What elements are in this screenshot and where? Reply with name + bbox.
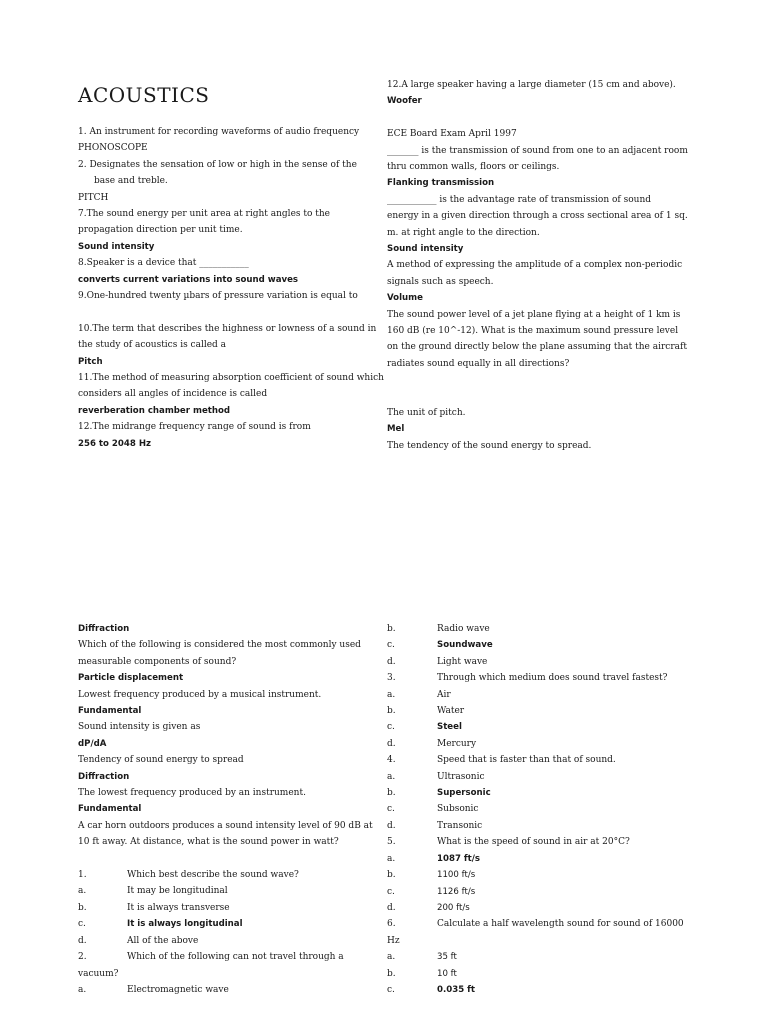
question-line: m. at right angle to the direction. (387, 227, 540, 238)
choice-key: c. (387, 804, 395, 815)
choice-key: b. (387, 788, 396, 799)
question-line: Which of the following is considered the most commonly used (78, 640, 361, 651)
choice-row (387, 703, 697, 719)
answer-line: Mel (387, 424, 405, 435)
choice-row (387, 851, 697, 867)
answer-line: Fundamental (78, 706, 142, 717)
choice-text: Light wave (437, 656, 488, 667)
question-row (387, 916, 697, 932)
choice-key: b. (387, 706, 396, 717)
answer-line: Woofer (387, 96, 422, 107)
answer-line: Volume (387, 293, 423, 304)
choice-key: b. (78, 902, 87, 913)
choice-row (387, 637, 697, 653)
question-line: vacuum? (78, 968, 119, 979)
question-line: 9.One-hundred twenty µbars of pressure variation is equal to (78, 291, 358, 302)
question-number: 3. (387, 673, 396, 684)
answer-line: Pitch (78, 356, 103, 367)
choice-text: All of the above (127, 935, 199, 946)
bottom-right-column (387, 621, 697, 998)
bottom-left-column (78, 621, 378, 998)
top-right-column (387, 77, 687, 454)
choice-row (78, 883, 378, 899)
answer-line: reverberation chamber method (78, 405, 231, 416)
choice-text-correct: 0.035 ft (437, 984, 476, 995)
question-line: signals such as speech. (387, 276, 494, 287)
choice-key: d. (387, 820, 396, 831)
choice-row (387, 982, 697, 998)
choice-row (387, 884, 697, 900)
choice-text: Radio wave (437, 624, 490, 634)
choice-key: a. (78, 886, 87, 897)
question-text: Calculate a half wavelength sound for sound of 16000 (437, 919, 684, 930)
choice-row (387, 966, 697, 982)
question-line: 10.The term that describes the highness or lowness of a sound in (78, 323, 377, 334)
question-line: radiates sound equally in all directions? (387, 358, 570, 369)
choice-row (387, 621, 697, 637)
choice-row (387, 687, 697, 703)
answer-line: PHONOSCOPE (78, 143, 148, 154)
choice-key: c. (78, 919, 86, 930)
answer-line: dP/dA (78, 738, 107, 749)
question-line: propagation direction per unit time. (78, 225, 243, 236)
question-line: 160 dB (re 10^-12). What is the maximum sound pressure level (387, 326, 679, 337)
choice-key: a. (387, 952, 396, 963)
question-row (387, 834, 697, 850)
question-line: 10 ft away. At distance, what is the sound power in watt? (78, 837, 339, 848)
question-line: The tendency of the sound energy to spread. (387, 440, 592, 451)
choice-key: a. (78, 984, 87, 995)
question-line: 2. Designates the sensation of low or high in the sense of the (78, 159, 357, 170)
answer-line: Flanking transmission (387, 178, 495, 189)
question-line: 12.A large speaker having a large diameter (15 cm and above). (387, 80, 676, 90)
question-line: 8.Speaker is a device that ___________ (78, 258, 249, 269)
choice-text-correct: Soundwave (437, 640, 493, 651)
choice-text: Water (437, 706, 465, 717)
choice-row (387, 654, 697, 670)
answer-line: converts current variations into sound waves (78, 274, 299, 285)
question-line: Lowest frequency produced by a musical instrument. (78, 689, 322, 700)
question-text: Which best describe the sound wave? (127, 870, 299, 881)
choice-key: d. (387, 656, 396, 667)
choice-text: Mercury (437, 738, 477, 749)
question-number: 2. (78, 952, 87, 963)
choice-key: c. (387, 886, 395, 897)
top-left-column (78, 83, 384, 452)
choice-row (78, 933, 378, 949)
question-line: Hz (387, 935, 400, 946)
choice-text-correct: 1087 ft/s (437, 853, 481, 864)
choice-row (387, 900, 697, 916)
answer-line: Particle displacement (78, 673, 184, 684)
question-line: energy in a given direction through a cross sectional area of 1 sq. (387, 211, 688, 222)
choice-key: b. (387, 624, 396, 634)
choice-text: 200 ft/s (437, 902, 470, 913)
choice-text: Subsonic (437, 804, 479, 815)
question-line: Tendency of sound energy to spread (78, 755, 244, 766)
choice-key: d. (387, 738, 396, 749)
question-line: 1. An instrument for recording waveforms of audio frequency (78, 127, 360, 137)
choice-row (387, 818, 697, 834)
question-number: 5. (387, 837, 396, 848)
question-line: The unit of pitch. (387, 408, 466, 419)
question-line: 12.The midrange frequency range of sound is from (78, 422, 311, 433)
question-line: considers all angles of incidence is called (78, 389, 268, 400)
answer-line: Sound intensity (78, 241, 155, 252)
choice-key: b. (387, 870, 396, 881)
question-line: the study of acoustics is called a (78, 340, 227, 351)
choice-text: Air (437, 689, 451, 700)
question-text: What is the speed of sound in air at 20°C? (437, 837, 630, 848)
choice-text-correct: It is always longitudinal (127, 919, 243, 930)
choice-text: 10 ft (437, 968, 457, 979)
question-text: Which of the following can not travel through a (127, 952, 344, 963)
choice-row (78, 916, 378, 932)
choice-text: 1100 ft/s (437, 870, 476, 881)
question-line: 7.The sound energy per unit area at right angles to the (78, 209, 331, 220)
question-line: base and treble. (94, 176, 168, 187)
choice-row (78, 900, 378, 916)
question-line: A car horn outdoors produces a sound intensity level of 90 dB at (78, 820, 373, 831)
section-heading: ECE Board Exam April 1997 (387, 129, 517, 140)
question-line: _______ is the transmission of sound from one to an adjacent room (387, 145, 688, 156)
question-line: The sound power level of a jet plane flying at a height of 1 km is (387, 309, 681, 320)
choice-key: b. (387, 968, 396, 979)
question-line: ___________ is the advantage rate of transmission of sound (387, 194, 652, 205)
answer-line: PITCH (78, 192, 109, 203)
question-line: thru common walls, floors or ceilings. (387, 162, 560, 173)
question-row (78, 867, 378, 883)
question-line: The lowest frequency produced by an instrument. (78, 788, 306, 799)
answer-line: 256 to 2048 Hz (78, 438, 152, 449)
question-number: 1. (78, 870, 87, 881)
choice-row (387, 801, 697, 817)
choice-key: c. (387, 640, 395, 651)
choice-row (387, 949, 697, 965)
question-line: on the ground directly below the plane assuming that the aircraft (387, 342, 687, 353)
choice-row (387, 785, 697, 801)
choice-text: 1126 ft/s (437, 886, 476, 897)
choice-text: Transonic (437, 820, 483, 831)
choice-text: It may be longitudinal (127, 886, 228, 897)
choice-key: c. (387, 984, 395, 995)
choice-row (387, 769, 697, 785)
question-text: Speed that is faster than that of sound. (437, 755, 616, 766)
question-number: 4. (387, 755, 396, 766)
page-title: ACOUSTICS (78, 83, 210, 107)
choice-key: d. (387, 902, 396, 913)
choice-text: It is always transverse (127, 902, 230, 913)
question-row (387, 670, 697, 686)
choice-text: Electromagnetic wave (127, 984, 229, 995)
question-line: Sound intensity is given as (78, 722, 201, 733)
choice-key: c. (387, 722, 395, 733)
question-line: measurable components of sound? (78, 656, 237, 667)
choice-key: a. (387, 853, 396, 864)
choice-row (387, 867, 697, 883)
question-row (387, 752, 697, 768)
answer-line: Diffraction (78, 771, 130, 782)
choice-text-correct: Steel (437, 722, 462, 733)
choice-text-correct: Supersonic (437, 788, 491, 799)
answer-line: Fundamental (78, 804, 142, 815)
choice-row (78, 982, 378, 998)
question-text: Through which medium does sound travel fastest? (437, 673, 668, 684)
question-line: 11.The method of measuring absorption coefficient of sound which (78, 373, 384, 384)
question-number: 6. (387, 919, 396, 930)
choice-row (387, 719, 697, 735)
choice-key: a. (387, 771, 396, 782)
choice-text: 35 ft (437, 952, 457, 963)
question-row (78, 949, 378, 965)
answer-line: Sound intensity (387, 244, 464, 255)
answer-line: Diffraction (78, 624, 130, 634)
question-line: A method of expressing the amplitude of a complex non-periodic (387, 260, 683, 271)
choice-key: a. (387, 689, 396, 700)
choice-key: d. (78, 935, 87, 946)
choice-row (387, 736, 697, 752)
choice-text: Ultrasonic (437, 771, 485, 782)
